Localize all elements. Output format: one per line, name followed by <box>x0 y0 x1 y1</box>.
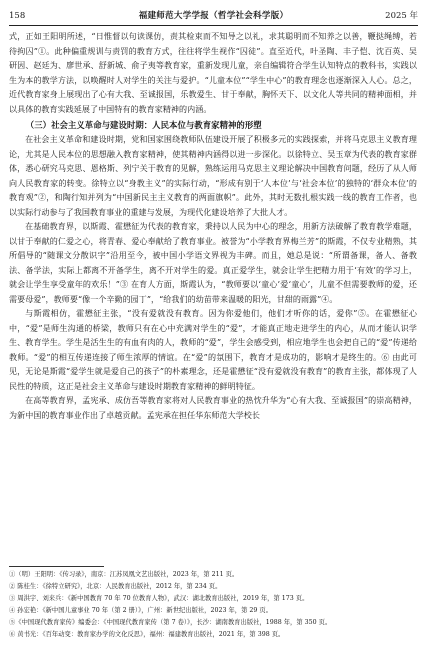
page-number: 158 <box>9 11 26 21</box>
footnote-rule <box>9 566 104 567</box>
footnote-5: ⑤《中国现代教育家传》编委会：《中国现代教育家传（第 7 卷）》，长沙：湖南教育出版社，1988 年，第 350 页。 <box>9 619 332 627</box>
footnote-2: ② 陈桂生：《徐特立研究》，北京：人民教育出版社，2012 年，第 234 页。 <box>9 583 222 591</box>
header-rule <box>9 25 418 26</box>
footnote-6: ⑥ 黄书光：《百年动变：教育家办学的文化反思》，福州：福建教育出版社，2021 年，第 398 页。 <box>9 631 285 639</box>
publication-year: 2025 年 <box>385 11 418 21</box>
article-body <box>9 30 417 423</box>
paragraph-5: 在高等教育界，孟宪承、成仿吾等教育家将对人民教育事业的热忱升华为“心有大我、至诚报国”的崇高精神，为新中国的教育事业作出了卓越贡献。孟宪承在担任华东师范大学校长 <box>9 396 417 420</box>
paragraph-3: 在基础教育界，以斯霞、霍懋征为代表的教育家，秉持以人民为中心的理念，用新方法破解了教育教学难题，以甘于奉献的仁爱之心，将青春、爱心奉献给了教育事业。被誉为“小学教育界梅兰芳”的斯霞，不仅专业精熟，其所倡导的“随课文分散识字”沿用至今，被中国小学语文界视为丰碑。而且，她总是说：“所谓备课，备人、备教法、备学法，实际上都离不开备学生，离不开对学生的爱。真正爱学生，就会让学生把精力用于‘有效’的学习上，就会让学生享受童年的欢乐！”③ 在育人方面，斯霞认为，“教师要以‘童心’爱‘童心’，儿童不但需要教师的爱，还需要母爱”，教师要“像一个辛勤的园丁”，“给我们的幼苗带来温暖的阳光，甘甜的雨露”④。 <box>9 222 417 304</box>
footnote-4: ④ 孙宏艳：《新中国儿童事业 70 年（第 2 册）》，广州：新世纪出版社，2023 年，第 29 页。 <box>9 607 273 615</box>
footnotes <box>9 569 417 642</box>
footnote-3: ③ 周洪宇、刘来兵：《新中国教育 70 年 70 位教育人物》，武汉：湖北教育出版社，2019 年，第 173 页。 <box>9 595 309 603</box>
paragraph-1: 式，正如王阳明所述，“日惟督以句读课仿，责其检束而不知导之以礼，求其聪明而不知养之以善，鞭挞绳缚，若待拘囚”①。此种偏重规训与责罚的教育方式，往往将学生视作“囚徒”。直至近代，叶圣陶、丰子恺、沈百英、吴研因、赵廷为、廖世承、舒新城、俞子夷等教育家，重新发现儿童，亲自编辑符合学生认知特点的教科书，实践以生为本的教学方法，以唤醒时人对学生的关注与爱护。“儿童本位”“学生中心”的教育理念也逐渐深入人心。总之，近代教育家身上展现出了心有大我、至诚报国，乐教爱生、甘于奉献，胸怀天下、以文化人等共同的精神面相，并以具体的教育实践延展了中国特有的教育家精神的内涵。 <box>9 32 417 114</box>
footnote-1: ①（明）王阳明：《传习录》，南京：江苏凤凰文艺出版社，2023 年，第 211 页。 <box>9 571 239 578</box>
paragraph-4: 与斯霞相仿，霍懋征主张，“没有爱就没有教育。因为你爱他们，他们才听你的话，爱你”⑤。在霍懋征心中，“爱”是师生沟通的桥梁，教师只有在心中充满对学生的“爱”，才能真正地走进学生的内心，从而才能认识学生、教育学生。学生是活生生的有血有肉的人，教师的“爱”，学生会感受到，相应地学生也会把自己的“爱”传递给教师。“爱”的相互传递连接了师生浓厚的情谊。在“爱”的氛围下，教育才是成功的，影响才是终生的。⑥ 由此可见，无论是斯霞“爱学生就是爱自己的孩子”的朴素理念，还是霍懋征“没有爱就没有教育”的教育主张，都体现了人民性的特质，这正是社会主义革命与建设时期教育家精神的鲜明特征。 <box>9 309 417 391</box>
page-header <box>9 9 418 23</box>
section-heading: （三）社会主义革命与建设时期：人民本位与教育家精神的形塑 <box>25 120 262 130</box>
journal-title: 福建师范大学学报（哲学社会科学版） <box>138 11 289 21</box>
paragraph-2: 在社会主义革命和建设时期，党和国家围绕教师队伍建设开展了积极多元的实践探索，并将马克思主义教育理论，尤其是人民本位的思想融入教育家精神，使其精神内涵得以进一步深化。以徐特立、吴玉章为代表的教育家群体，悉心研究马克思、恩格斯、列宁关于教育的见解，熟练运用马克思主义理论解决中国教育问题，经历了从人师向人民教育家的转变。徐特立以“身教主义”的实际行动，“形成有别于‘人本位’与‘社会本位’的独特的‘群众本位’的教育观”②，和陶行知并列为“中国新民主主义教育的两面旗帜”。此外，其时无数扎根实践一线的教育工作者，也以实际行动参与了我国教育事业的重建与发展，为现代化建设培养了大批人才。 <box>9 135 417 217</box>
